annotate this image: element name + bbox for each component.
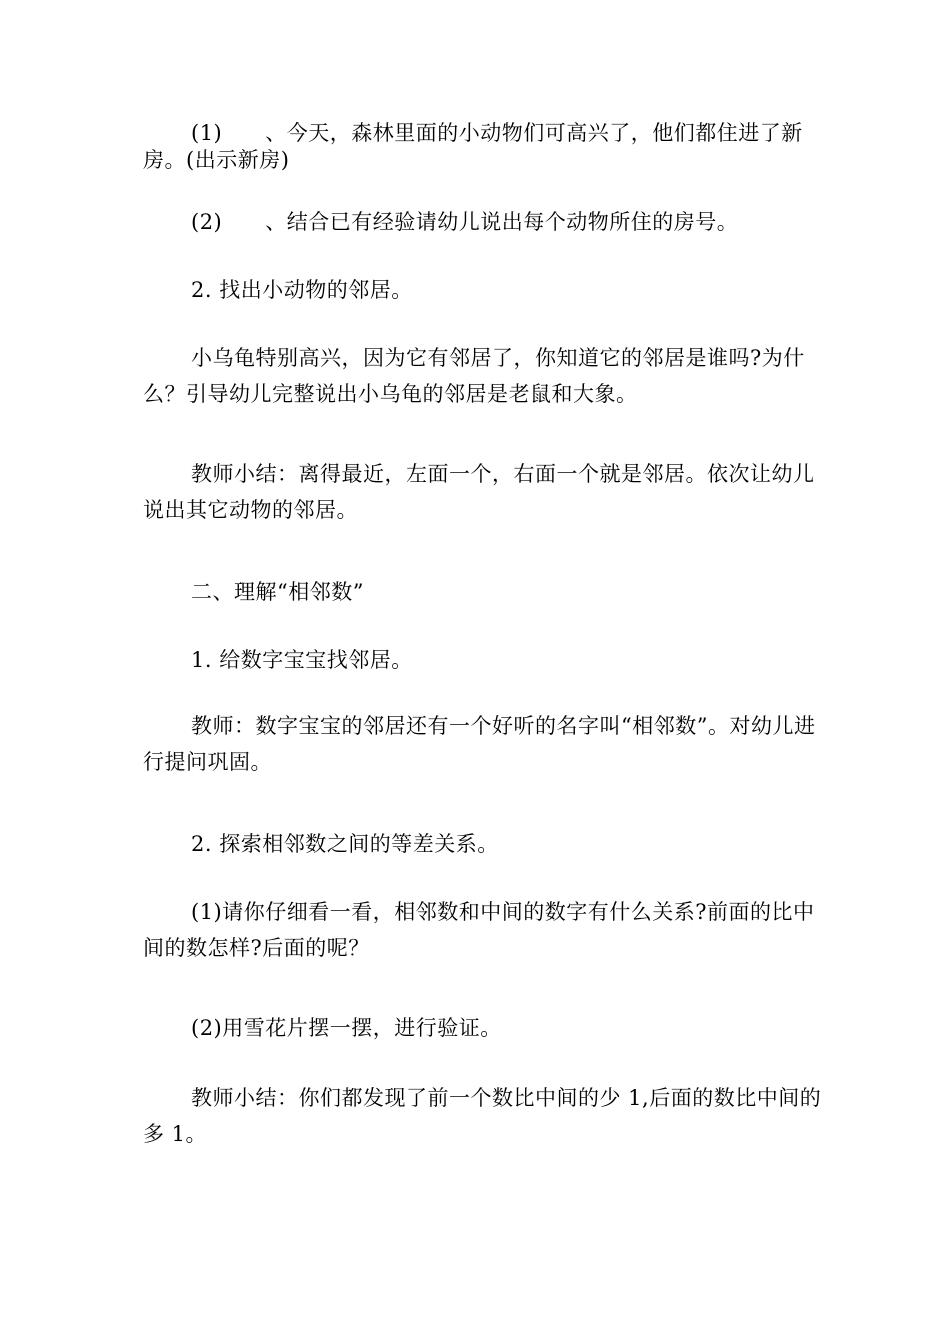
heading-number-neighbors: 1. 给数字宝宝找邻居。	[191, 648, 413, 672]
paragraph-question-1: (1)请你仔细看一看，相邻数和中间的数字有什么关系?前面的比中间的数怎样?后面的呢？	[143, 900, 815, 960]
heading-find-neighbors: 2. 找出小动物的邻居。	[191, 278, 413, 302]
paragraph-teacher-adjacent: 教师：数字宝宝的邻居还有一个好听的名字叫“相邻数”。对幼儿进行提问巩固。	[143, 714, 816, 774]
heading-section-two: 二、理解“相邻数”	[191, 580, 364, 604]
paragraph-teacher-summary-1: 教师小结：离得最近，左面一个，右面一个就是邻居。依次让幼儿说出其它动物的邻居。	[143, 462, 815, 522]
heading-explore-relation: 2. 探索相邻数之间的等差关系。	[191, 832, 499, 856]
paragraph-teacher-summary-2: 教师小结：你们都发现了前一个数比中间的少 1,后面的数比中间的多 1。	[143, 1086, 822, 1146]
paragraph-step-1: (1) 、今天，森林里面的小动物们可高兴了，他们都住进了新房。(出示新房)	[143, 121, 803, 172]
paragraph-step-2: (2) 、结合已有经验请幼儿说出每个动物所住的房号。	[191, 210, 739, 234]
paragraph-turtle-neighbors: 小乌龟特别高兴，因为它有邻居了，你知道它的邻居是谁吗?为什么？引导幼儿完整说出小乌龟的邻居是老鼠和大象。	[143, 346, 805, 406]
paragraph-question-2: (2)用雪花片摆一摆，进行验证。	[191, 1016, 502, 1040]
